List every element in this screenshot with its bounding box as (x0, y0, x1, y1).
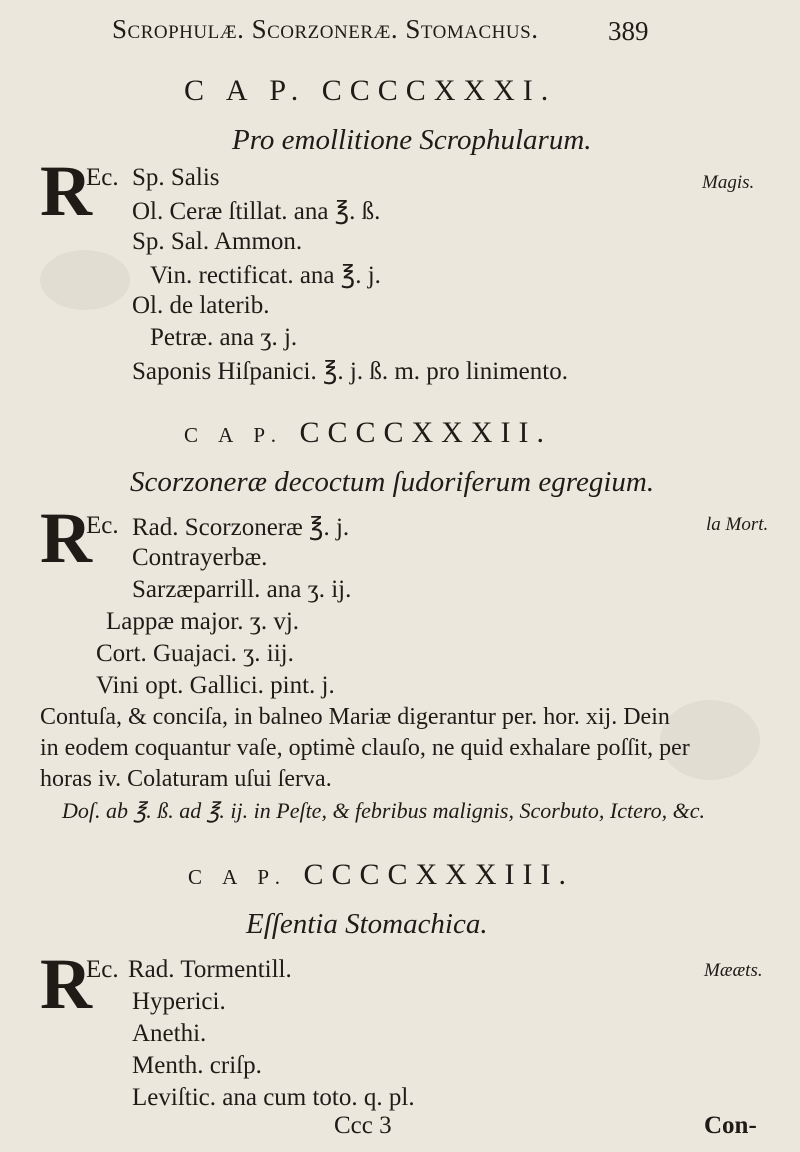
recipe-abbrev: Ec. (86, 164, 119, 191)
margin-note: Magis. (702, 172, 755, 193)
chapter-heading-433: C A P. CCCCXXXIII. (188, 858, 574, 891)
chapter-title: Pro emollitione Scrophularum. (232, 124, 592, 156)
instruction-line: Contuſa, & conciſa, in balneo Mariæ digerantur per. hor. xij. Dein (40, 704, 670, 730)
chapter-heading-432: C A P. CCCCXXXII. (184, 416, 552, 449)
chapter-number: CCCCXXXII. (299, 416, 552, 449)
chapter-heading-431: C A P. CCCCXXXI. (184, 74, 557, 107)
ingredient-line: Petræ. ana ʒ. j. (150, 324, 298, 351)
chapter-title: Eſſentia Stomachica. (246, 908, 488, 940)
chapter-number: CCCCXXXIII. (303, 858, 574, 891)
signature-mark: Ccc 3 (334, 1112, 392, 1139)
instruction-line: horas iv. Colaturam uſui ſerva. (40, 766, 332, 792)
ingredient-line: Lappæ major. ʒ. vj. (106, 608, 300, 635)
ingredient-line: Rad. Scorzoneræ ℥. j. (132, 514, 350, 541)
chapter-title: Scorzoneræ decoctum ſudoriferum egregium. (130, 466, 655, 498)
recipe-abbrev: Ec. (86, 956, 119, 983)
dose-line: Doſ. ab ℥. ß. ad ℥. ij. in Peſte, & febribus malignis, Scorbuto, Ictero, &c. (62, 798, 705, 823)
ingredient-line: Leviſtic. ana cum toto. q. pl. (132, 1084, 415, 1111)
ingredient-line: Rad. Tormentill. (128, 956, 292, 983)
ingredient-line: Sarzæparrill. ana ʒ. ij. (132, 576, 352, 603)
recipe-initial: R (40, 151, 92, 231)
running-head: Scrophulæ. Scorzoneræ. Stomachus. (112, 14, 539, 44)
recipe-initial: R (40, 498, 92, 578)
ingredient-line: Hyperici. (132, 988, 226, 1015)
chapter-number: CCCCXXXI. (321, 74, 557, 107)
recipe-abbrev: Ec. (86, 512, 119, 539)
ingredient-line: Ol. de laterib. (132, 292, 270, 319)
margin-note: la Mort. (706, 514, 769, 535)
ingredient-line: Cort. Guajaci. ʒ. iij. (96, 640, 294, 667)
ingredient-line: Sp. Sal. Ammon. (132, 228, 303, 255)
ingredient-line: Contrayerbæ. (132, 544, 268, 571)
ingredient-line: Saponis Hiſpanici. ℥. j. ß. m. pro linimento. (132, 358, 568, 385)
margin-note: Mææts. (704, 960, 763, 981)
ingredient-line: Vin. rectificat. ana ℥. j. (150, 262, 381, 289)
catchword: Con- (704, 1112, 757, 1139)
ingredient-line: Anethi. (132, 1020, 207, 1047)
ingredient-line: Sp. Salis (132, 164, 220, 191)
ingredient-line: Menth. criſp. (132, 1052, 262, 1079)
ingredient-line: Ol. Ceræ ſtillat. ana ℥. ß. (132, 198, 381, 225)
instruction-line: in eodem coquantur vaſe, optimè clauſo, ne quid exhalare poſſit, per (40, 735, 690, 761)
page-number: 389 (608, 16, 649, 46)
recipe-initial: R (40, 944, 92, 1024)
ingredient-line: Vini opt. Gallici. pint. j. (96, 672, 335, 699)
